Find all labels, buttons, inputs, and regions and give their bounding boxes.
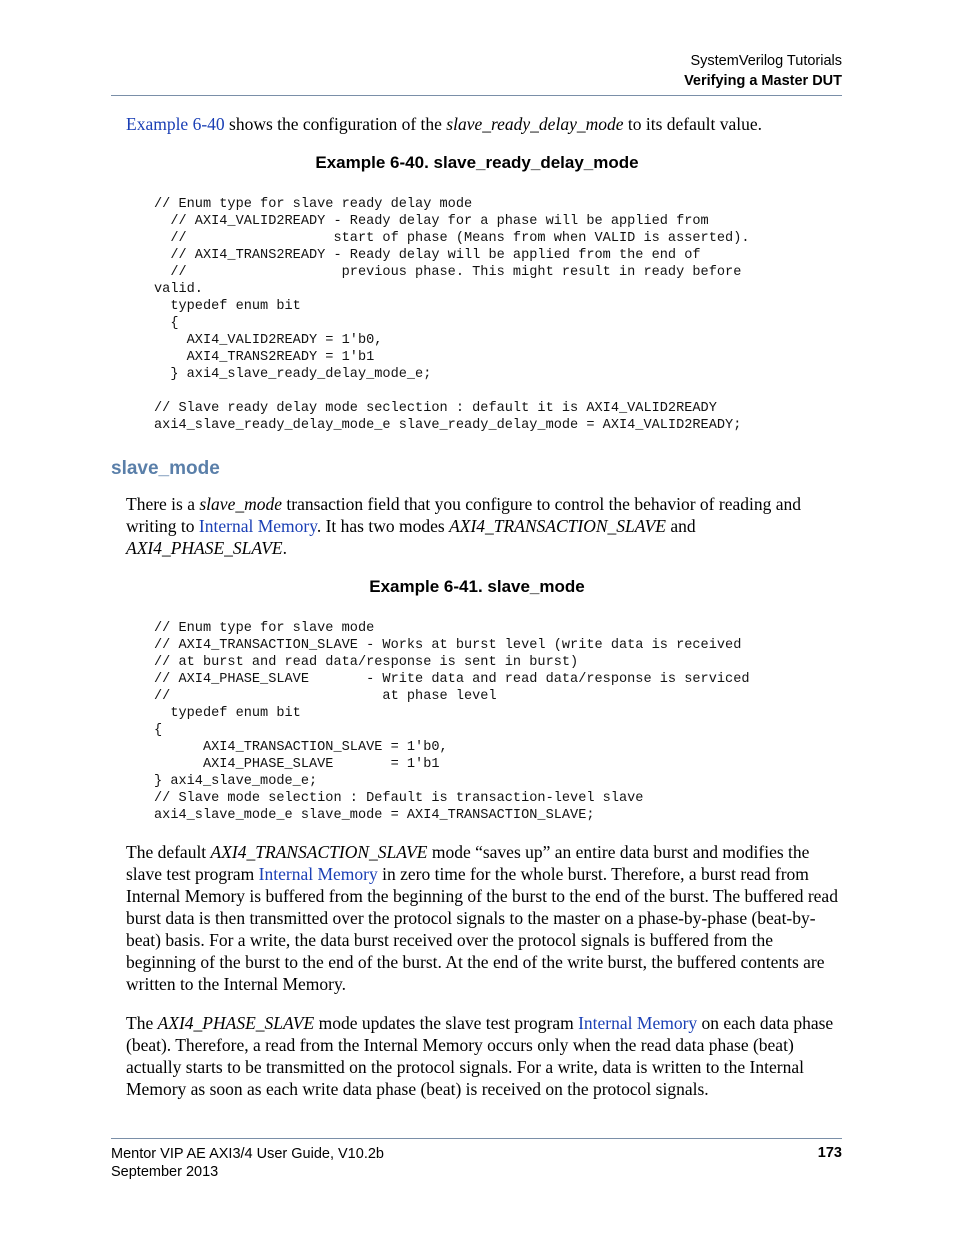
para3-text-2: mode updates the slave test program — [314, 1013, 579, 1033]
footer-guide-title: Mentor VIP AE AXI3/4 User Guide, V10.2b — [111, 1146, 384, 1162]
example-6-41-code: // Enum type for slave mode // AXI4_TRANSACTION_SLAVE - Works at burst level (write data is received // at burst and read data/response is sent in burst) // AXI4_PHASE_SLAVE - Write data and read data/response is serviced // at phase level typedef enum bit { AXI4_TRANSACTION_SLAVE = 1'b0, AXI4_PHASE_SLAVE = 1'b1 } axi4_slave_mode_e; // Slave mode selection : Default is transaction-level slave axi4_slave_mode_e slave_mode = AXI4_TRANSACTION_SLAVE; — [154, 621, 750, 823]
running-header — [684, 51, 842, 91]
footer-rule — [111, 1138, 842, 1139]
para1-text-3: . It has two modes — [316, 516, 450, 536]
header-title: SystemVerilog Tutorials — [690, 53, 842, 69]
para3-em-phase-slave: AXI4_PHASE_SLAVE — [157, 1013, 315, 1033]
para1-em-transaction-slave: AXI4_TRANSACTION_SLAVE — [449, 516, 666, 536]
header-rule — [111, 95, 842, 96]
para2-text-1: The default — [126, 842, 211, 862]
phase-slave-paragraph — [126, 1012, 842, 1100]
internal-memory-link[interactable]: Internal Memory — [578, 1013, 698, 1033]
para2-em-transaction-slave: AXI4_TRANSACTION_SLAVE — [210, 842, 428, 862]
internal-memory-link[interactable]: Internal Memory — [258, 864, 378, 884]
page-number: 173 — [817, 1145, 842, 1161]
internal-memory-link[interactable]: Internal Memory — [198, 516, 317, 536]
para1-text-2: transaction field that you configure to control the behavior of reading and writing to — [126, 494, 801, 536]
intro-text-2: to its default value. — [623, 114, 763, 134]
para1-text-4: and — [665, 516, 696, 536]
intro-text-1: shows the configuration of the — [224, 114, 447, 134]
para1-em-slave-mode: slave_mode — [199, 494, 282, 514]
para1-text-5: . — [282, 538, 287, 558]
section-heading: slave_mode — [111, 458, 220, 479]
footer-date: September 2013 — [111, 1164, 219, 1180]
header-subtitle: Verifying a Master DUT — [684, 73, 842, 89]
para2-text-2: mode “saves up” an entire data burst and modifies the slave test program — [126, 842, 810, 884]
example-6-40-code: // Enum type for slave ready delay mode // AXI4_VALID2READY - Ready delay for a phase will be applied from // start of phase (Means from when VALID is asserted). // AXI4_TRANS2READY - Ready delay will be applied from the end of // previous phase. This might result in ready before valid. typedef enum bit { AXI4_VALID2READY = 1'b0, AXI4_TRANS2READY = 1'b1 } axi4_slave_ready_delay_mode_e; // Slave ready delay mode seclection : default it is AXI4_VALID2READY axi4_slave_ready_delay_mode_e slave_ready_delay_mode = AXI4_VALID2READY; — [154, 197, 750, 433]
intro-paragraph — [126, 113, 842, 135]
para3-text-1: The — [126, 1013, 158, 1033]
default-mode-paragraph — [126, 841, 842, 995]
para1-em-phase-slave: AXI4_PHASE_SLAVE — [126, 538, 283, 558]
example-6-40-link[interactable]: Example 6-40 — [126, 114, 225, 134]
para1-text-1: There is a — [126, 494, 200, 514]
slave-mode-paragraph — [126, 493, 842, 559]
para3-text-3: on each data phase (beat). Therefore, a read from the Internal Memory occurs only when the read data phase (beat) actually starts to be transmitted on the protocol signals. For a write, data is written to the Internal Memory as soon as each write data phase (beat) is received on the protocol signals. — [126, 1013, 834, 1099]
footer-left — [111, 1145, 384, 1181]
example-6-40-title: Example 6-40. slave_ready_delay_mode — [315, 153, 639, 172]
intro-emphasis: slave_ready_delay_mode — [446, 114, 624, 134]
example-6-41-title: Example 6-41. slave_mode — [369, 577, 585, 596]
para2-text-3: in zero time for the whole burst. Therefore, a burst read from Internal Memory is buffered from the beginning of the burst to the end of the burst. The buffered read burst data is then transmitted over the protocol signals to the master on a phase-by-phase (beat-by-beat) basis. For a write, the data burst received over the protocol signals is buffered from the beginning of the burst to the end of the burst. At the end of the write burst, the buffered contents are written to the Internal Memory. — [126, 864, 838, 994]
